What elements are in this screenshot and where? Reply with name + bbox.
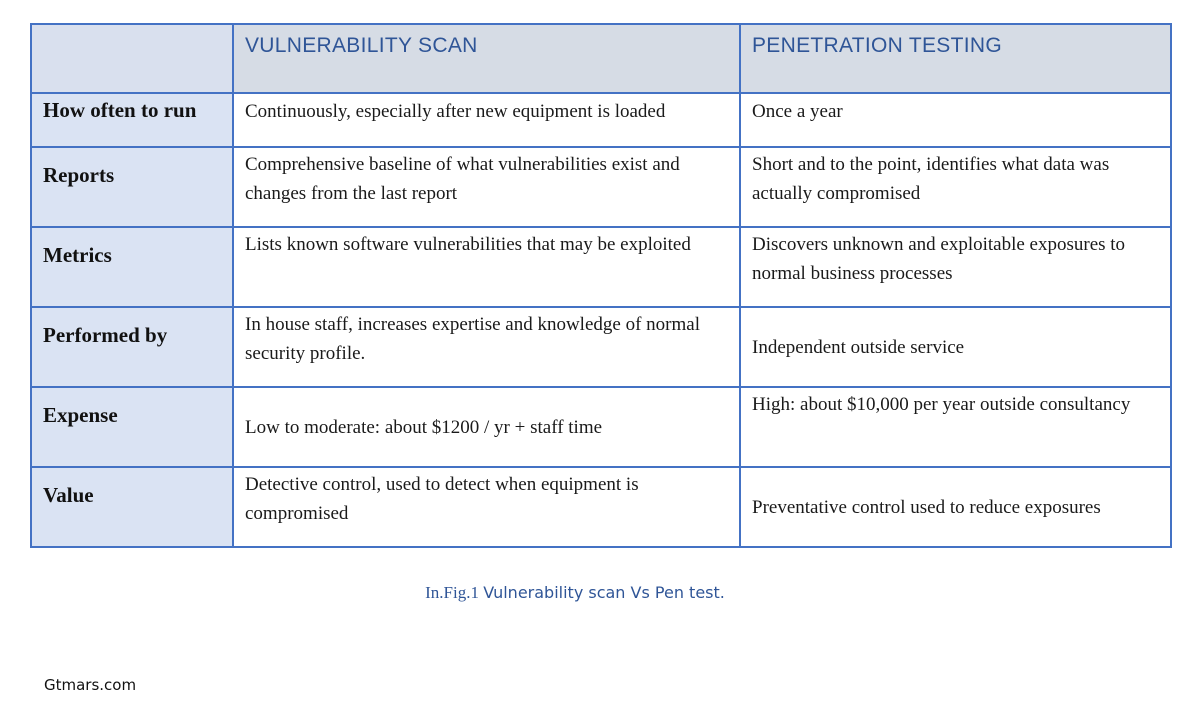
comparison-table xyxy=(30,23,1172,548)
table-row-how-often xyxy=(31,93,1171,147)
row-label-performed-by: Performed by xyxy=(31,307,233,387)
site-watermark: Gtmars.com xyxy=(44,676,137,694)
header-corner-cell xyxy=(31,24,233,93)
table-row-reports xyxy=(31,147,1171,227)
table-row-metrics xyxy=(31,227,1171,307)
figure-caption xyxy=(0,583,1150,603)
table-row-expense xyxy=(31,387,1171,467)
cell-pentest-performed-by: Independent outside service xyxy=(740,307,1171,387)
cell-pentest-how-often: Once a year xyxy=(740,93,1171,147)
row-label-how-often: How often to run xyxy=(31,93,233,147)
table-row-performed-by xyxy=(31,307,1171,387)
header-row xyxy=(31,24,1171,93)
table-row-value xyxy=(31,467,1171,547)
row-label-metrics: Metrics xyxy=(31,227,233,307)
cell-pentest-value: Preventative control used to reduce exposures xyxy=(740,467,1171,547)
row-label-expense: Expense xyxy=(31,387,233,467)
cell-scan-performed-by: In house staff, increases expertise and knowledge of normal security profile. xyxy=(233,307,740,387)
cell-pentest-reports: Short and to the point, identifies what data was actually compromised xyxy=(740,147,1171,227)
cell-pentest-expense: High: about $10,000 per year outside consultancy xyxy=(740,387,1171,467)
cell-scan-how-often: Continuously, especially after new equipment is loaded xyxy=(233,93,740,147)
cell-pentest-metrics: Discovers unknown and exploitable exposures to normal business processes xyxy=(740,227,1171,307)
cell-scan-expense: Low to moderate: about $1200 / yr + staff time xyxy=(233,387,740,467)
row-label-value: Value xyxy=(31,467,233,547)
cell-scan-value: Detective control, used to detect when equipment is compromised xyxy=(233,467,740,547)
cell-scan-reports: Comprehensive baseline of what vulnerabilities exist and changes from the last report xyxy=(233,147,740,227)
figure-number: In.Fig.1 xyxy=(425,583,479,602)
row-label-reports: Reports xyxy=(31,147,233,227)
figure-caption-text: Vulnerability scan Vs Pen test. xyxy=(483,583,725,602)
header-vulnerability-scan: VULNERABILITY SCAN xyxy=(233,24,740,93)
cell-scan-metrics: Lists known software vulnerabilities that may be exploited xyxy=(233,227,740,307)
header-penetration-testing: PENETRATION TESTING xyxy=(740,24,1171,93)
